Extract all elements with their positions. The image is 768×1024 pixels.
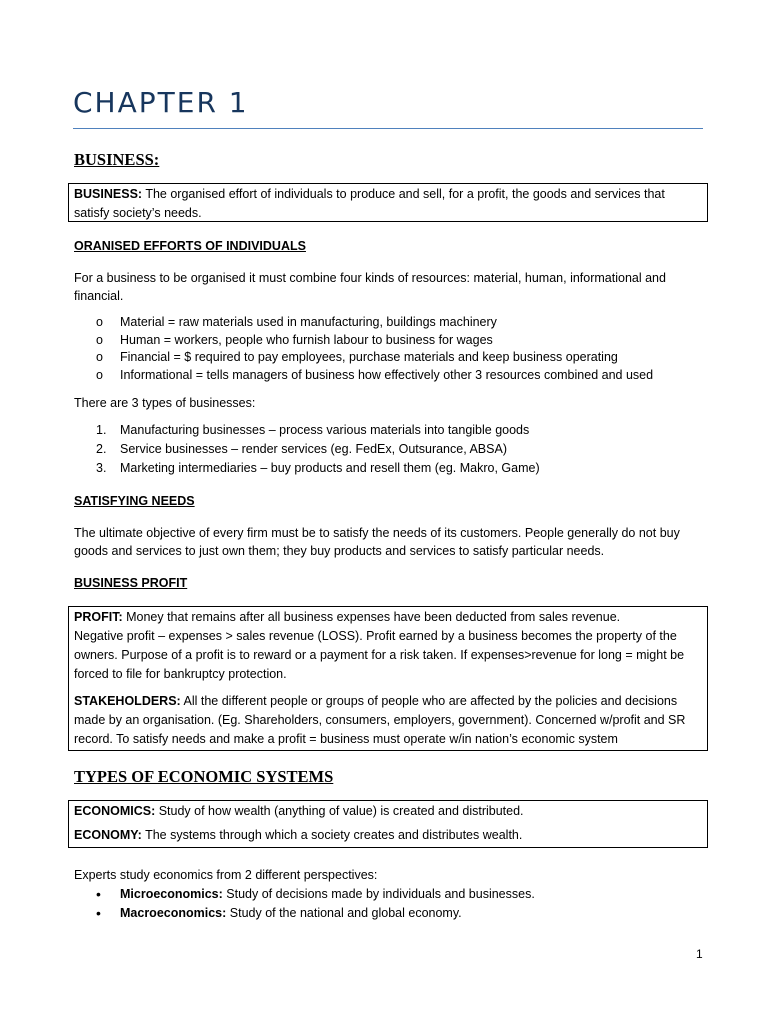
- list-item: [96, 314, 653, 332]
- business-definition-text: The organised effort of individuals to produce and sell, for a profit, the goods and services that satisfy society’s needs.: [74, 187, 665, 220]
- list-number: 2.: [96, 442, 107, 456]
- perspective-text: Study of the national and global economy.: [226, 906, 462, 920]
- page-number: 1: [696, 947, 703, 961]
- profit-definition: [74, 608, 702, 627]
- list-item-text: Informational = tells managers of business how effectively other 3 resources combined and used: [120, 367, 654, 382]
- negative-profit-text: Negative profit – expenses > sales revenue (LOSS). Profit earned by a business becomes the property of the owners. Purpose of a profit is to reward or a payment for a risk taken. If expenses>revenue for long = might be forced to file for bankruptcy protection.: [74, 629, 685, 681]
- bullet-marker: •: [96, 886, 101, 902]
- list-item-text: Manufacturing businesses – process various materials into tangible goods: [120, 423, 530, 437]
- list-item: [96, 459, 540, 478]
- profit-definition-text: Money that remains after all business expenses have been deducted from sales revenue.: [122, 610, 621, 624]
- business-definition: [74, 185, 702, 223]
- perspectives-intro: Experts study economics from 2 different perspectives:: [74, 868, 378, 882]
- list-item: [96, 904, 535, 923]
- profit-term: PROFIT:: [74, 610, 123, 624]
- list-item: [96, 367, 653, 385]
- economy-definition-text: The systems through which a society creates and distributes wealth.: [141, 828, 523, 842]
- list-marker: o: [96, 350, 103, 364]
- economics-definition-box: [68, 800, 708, 848]
- perspective-term: Microeconomics:: [120, 887, 223, 901]
- list-item-text: Financial = $ required to pay employees, purchase materials and keep business operating: [120, 350, 618, 364]
- economy-term: ECONOMY:: [74, 828, 142, 842]
- list-item: [96, 421, 540, 440]
- resources-intro: For a business to be organised it must combine four kinds of resources: material, human, informational and financial.: [74, 271, 666, 303]
- list-item-text: Material = raw materials used in manufacturing, buildings machinery: [120, 315, 497, 329]
- stakeholders-definition-text: All the different people or groups of people who are affected by the policies and decisions made by an organisation. (Eg. Shareholders, consumers, employers, government). Concerned w/profit and SR record. To satisfy needs and make a profit = business must operate w/in nation’s economic system: [74, 694, 686, 746]
- satisfying-needs-heading: SATISFYING NEEDS: [74, 494, 195, 508]
- organised-efforts-heading: ORANISED EFFORTS OF INDIVIDUALS: [74, 239, 306, 253]
- business-heading: BUSINESS:: [74, 150, 160, 169]
- stakeholders-term: STAKEHOLDERS:: [74, 694, 181, 708]
- list-item-text: Service businesses – render services (eg. FedEx, Outsurance, ABSA): [120, 442, 507, 456]
- list-item: [96, 885, 535, 904]
- chapter-title: CHAPTER 1: [73, 86, 249, 119]
- satisfying-needs-text: The ultimate objective of every firm must be to satisfy the needs of its customers. People generally do not buy goods and services to just own them; they buy products and services to satisfy particular needs.: [74, 526, 680, 558]
- list-number: 1.: [96, 423, 107, 437]
- business-types-list: [96, 421, 540, 478]
- stakeholders-definition: [74, 692, 702, 749]
- bullet-marker: •: [96, 905, 101, 921]
- business-profit-heading: BUSINESS PROFIT: [74, 576, 188, 590]
- economics-definition: [74, 802, 702, 821]
- list-item: [96, 349, 653, 367]
- list-number: 3.: [96, 461, 107, 475]
- title-rule: [73, 128, 703, 129]
- profit-definition-box: [68, 606, 708, 751]
- perspective-term: Macroeconomics:: [120, 906, 227, 920]
- list-item-text: Human = workers, people who furnish labour to business for wages: [120, 332, 493, 347]
- economics-term: ECONOMICS:: [74, 804, 156, 818]
- list-marker: o: [96, 315, 103, 329]
- perspectives-list: [96, 885, 535, 923]
- list-item: [96, 440, 540, 459]
- economy-definition: [74, 826, 702, 845]
- economics-definition-text: Study of how wealth (anything of value) is created and distributed.: [155, 804, 524, 818]
- resources-list: [96, 314, 653, 384]
- business-definition-box: [68, 183, 708, 222]
- business-term: BUSINESS:: [74, 187, 143, 201]
- list-item: [96, 332, 653, 350]
- business-types-intro: There are 3 types of businesses:: [74, 396, 256, 410]
- list-marker: o: [96, 367, 103, 382]
- list-item-text: Marketing intermediaries – buy products and resell them (eg. Makro, Game): [120, 461, 540, 475]
- perspective-text: Study of decisions made by individuals and businesses.: [222, 887, 535, 901]
- list-marker: o: [96, 332, 103, 347]
- economic-systems-heading: TYPES OF ECONOMIC SYSTEMS: [74, 767, 334, 786]
